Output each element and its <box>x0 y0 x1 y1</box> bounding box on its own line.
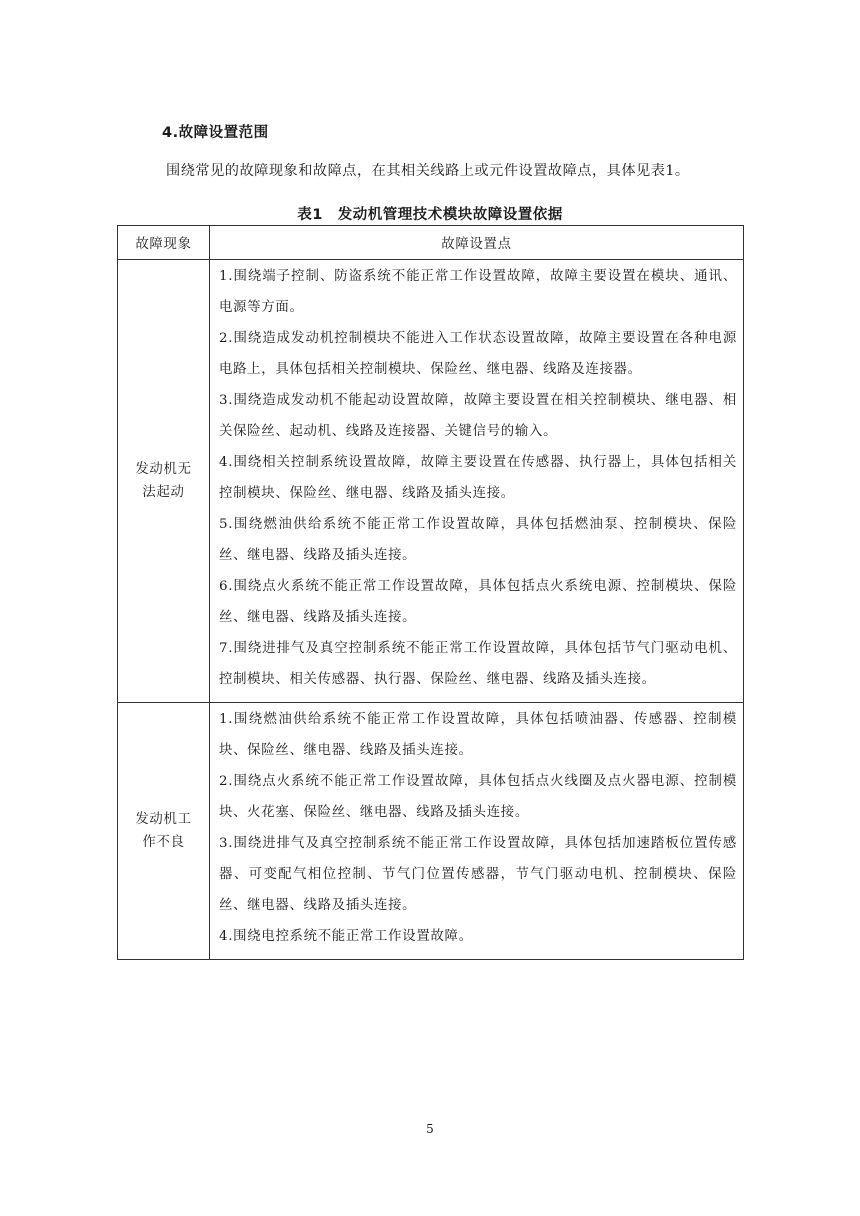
table-header-row <box>118 226 744 260</box>
page-number: 5 <box>426 1122 434 1136</box>
setting-point-item: 2.围绕造成发动机控制模块不能进入工作状态设置故障，故障主要设置在各种电源电路上，具体包括相关控制模块、保险丝、继电器、线路及连接器。 <box>219 331 737 377</box>
fault-setting-table <box>117 225 744 960</box>
setting-point-item: 3.围绕进排气及真空控制系统不能正常工作设置故障，具体包括加速踏板位置传感器、可变配气相位控制、节气门位置传感器，节气门驱动电机、控制模块、保险丝、继电器、线路及插头连接。 <box>219 836 737 913</box>
phenomenon-cell: 发动机无法起动 <box>118 260 210 703</box>
section-heading: 4.故障设置范围 <box>162 125 269 141</box>
setting-point-item: 7.围绕进排气及真空控制系统不能正常工作设置故障，具体包括节气门驱动电机、控制模块、相关传感器、执行器、保险丝、继电器、线路及插头连接。 <box>219 641 737 687</box>
header-phenomenon: 故障现象 <box>118 226 210 260</box>
table-caption: 表1 发动机管理技术模块故障设置依据 <box>297 207 563 223</box>
setting-point-item: 3.围绕造成发动机不能起动设置故障，故障主要设置在相关控制模块、继电器、相关保险丝、起动机、线路及连接器、关键信号的输入。 <box>219 393 737 439</box>
setting-point-item: 1.围绕燃油供给系统不能正常工作设置故障，具体包括喷油器、传感器、控制模块、保险丝、继电器、线路及插头连接。 <box>219 712 737 758</box>
header-setting-points: 故障设置点 <box>210 226 744 260</box>
intro-paragraph: 围绕常见的故障现象和故障点，在其相关线路上或元件设置故障点，具体见表1。 <box>166 163 690 179</box>
table-row <box>118 260 744 703</box>
table-row <box>118 703 744 960</box>
phenomenon-cell: 发动机工作不良 <box>118 703 210 960</box>
setting-points-cell <box>210 703 744 960</box>
setting-point-item: 6.围绕点火系统不能正常工作设置故障，具体包括点火系统电源、控制模块、保险丝、继电器、线路及插头连接。 <box>219 579 737 625</box>
setting-points-cell <box>210 260 744 703</box>
setting-point-item: 2.围绕点火系统不能正常工作设置故障，具体包括点火线圈及点火器电源、控制模块、火花塞、保险丝、继电器、线路及插头连接。 <box>219 774 737 820</box>
setting-point-item: 1.围绕端子控制、防盗系统不能正常工作设置故障，故障主要设置在模块、通讯、电源等方面。 <box>219 269 737 315</box>
setting-point-item: 5.围绕燃油供给系统不能正常工作设置故障，具体包括燃油泵、控制模块、保险丝、继电器、线路及插头连接。 <box>219 517 737 563</box>
setting-point-item: 4.围绕电控系统不能正常工作设置故障。 <box>219 929 473 944</box>
setting-point-item: 4.围绕相关控制系统设置故障，故障主要设置在传感器、执行器上，具体包括相关控制模块、保险丝、继电器、线路及插头连接。 <box>219 455 737 501</box>
